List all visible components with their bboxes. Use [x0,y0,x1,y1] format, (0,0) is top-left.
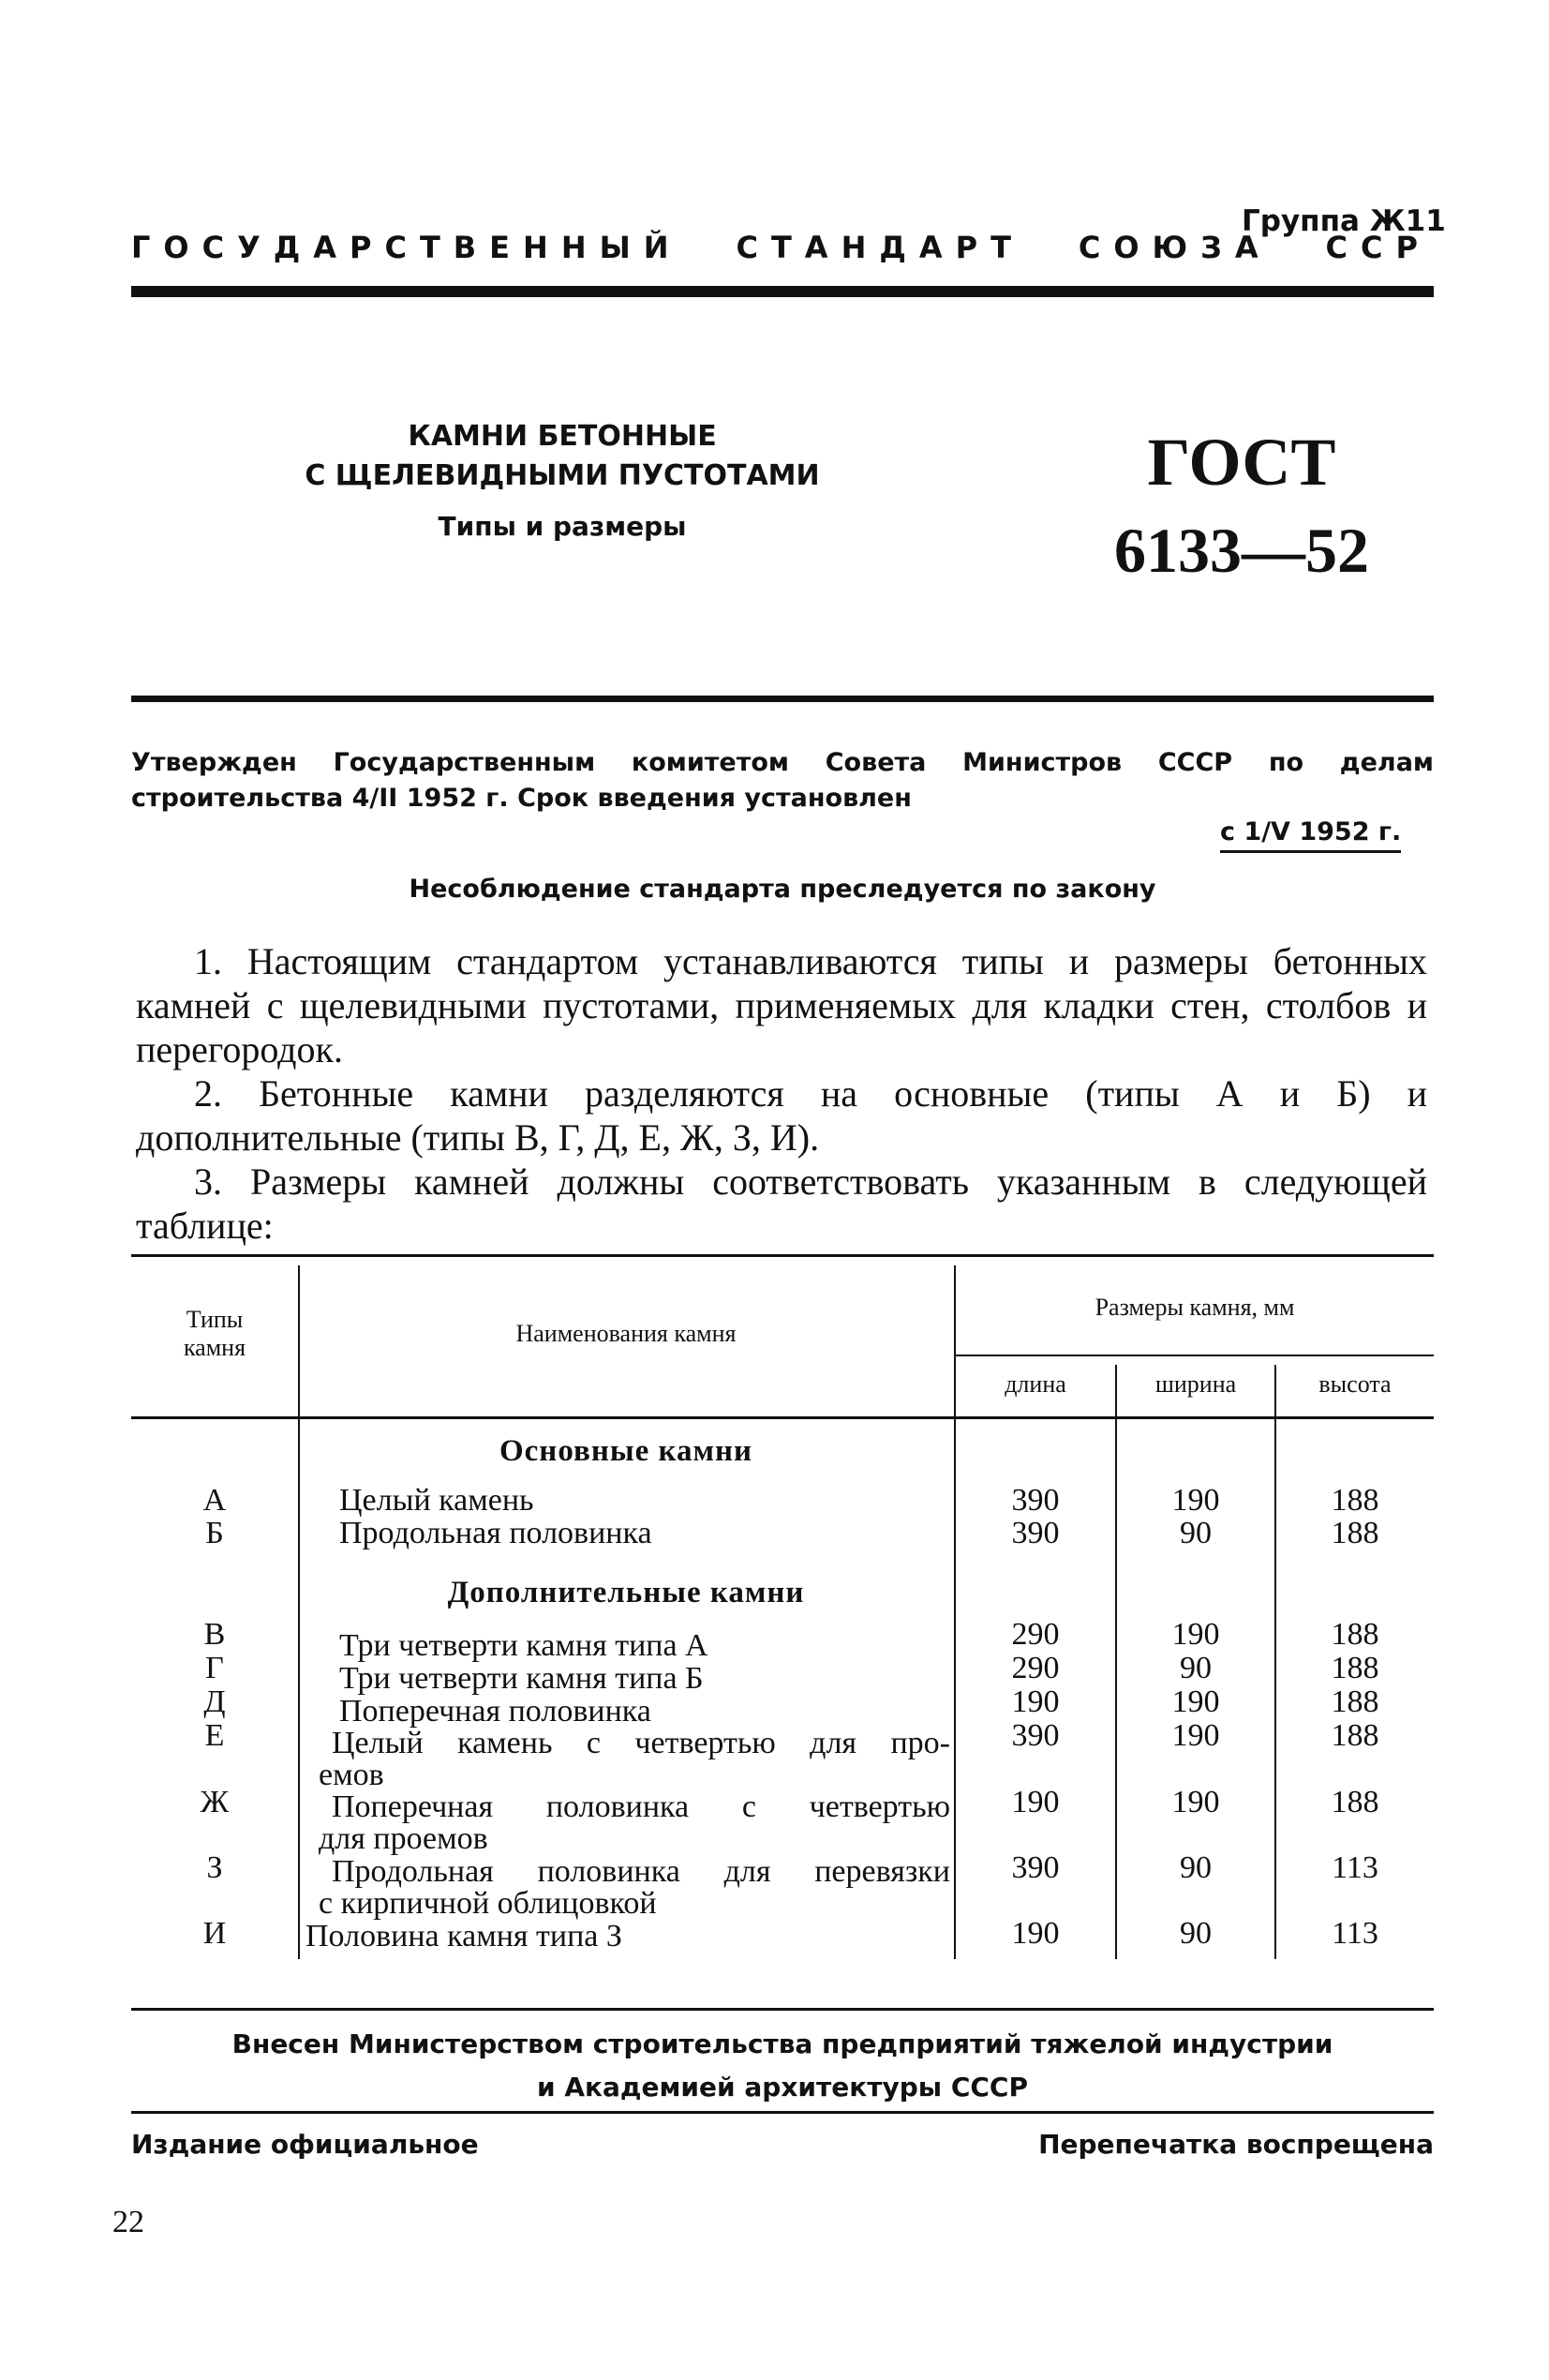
footer-rule-2 [131,2111,1434,2114]
row-d-type: Д [203,1684,226,1719]
row-v-name: Три четверти камня типа А [339,1628,708,1663]
row-e-name-line-1: Целый камень с четвертью для про- [332,1726,950,1760]
row-a-type: А [202,1483,227,1518]
row-d-width: 190 [1171,1684,1220,1719]
document-title [300,417,825,496]
row-z-length: 390 [1011,1850,1060,1885]
title-line-2: С ЩЕЛЕВИДНЫМИ ПУСТОТАМИ [305,459,820,492]
row-i-name: Половина камня типа З [305,1919,622,1953]
dimensions-table [131,1254,1434,1967]
row-a-height: 188 [1331,1483,1379,1518]
group-code: Группа Ж11 [1242,204,1446,238]
header-width: ширина [1154,1370,1237,1398]
row-e-width: 190 [1171,1718,1220,1753]
row-z-height: 113 [1332,1850,1378,1885]
row-z-name [319,1854,950,1921]
paragraph-1: 1. Настоящим стандартом устанавливаются типы и размеры бетонных камней с щелевидными пустотами, применяемых для кладки стен, столбов и перегородок. [136,940,1427,1070]
row-g-length: 290 [1011,1651,1060,1685]
row-zh-name [319,1789,950,1856]
row-z-name-line-1: Продольная половинка для перевязки [332,1854,950,1889]
row-v-height: 188 [1331,1617,1379,1652]
violation-notice: Несоблюдение стандарта преследуется по закону [409,875,1156,904]
row-e-name [319,1726,950,1792]
row-b-type: Б [205,1516,224,1550]
row-i-width: 90 [1180,1916,1212,1951]
row-zh-length: 190 [1011,1785,1060,1819]
row-g-height: 188 [1331,1651,1379,1685]
row-i-length: 190 [1011,1916,1060,1951]
row-d-height: 188 [1331,1684,1379,1719]
introduced-line-2: и Академией архитектуры СССР [536,2072,1028,2103]
row-e-length: 390 [1011,1718,1060,1753]
paragraph-2: 2. Бетонные камни разделяются на основные (типы А и Б) и дополнительные (типы В, Г, Д, Е, Ж, З, И). [136,1072,1427,1159]
row-z-type: З [206,1850,223,1885]
row-b-name: Продольная половинка [339,1516,652,1550]
header-length: длина [1005,1370,1066,1398]
title-line-1: КАМНИ БЕТОННЫЕ [408,420,717,453]
introduced-by [131,2023,1434,2109]
row-e-height: 188 [1331,1718,1379,1753]
row-g-name: Три четверти камня типа Б [339,1661,704,1696]
row-zh-width: 190 [1171,1785,1220,1819]
approval-text: Утвержден Государственным комитетом Совета Министров СССР по делам строительства 4/II 1952 г. Срок введения установлен [131,748,1434,813]
banner-word-3: СОЮЗА [1078,230,1272,265]
row-b-length: 390 [1011,1516,1060,1550]
row-i-type: И [202,1916,227,1951]
row-z-name-line-2: с кирпичной облицовкой [319,1886,657,1921]
banner-word-1: ГОСУДАРСТВЕННЫЙ [131,230,682,265]
table-top-rule [131,1254,1434,1257]
gost-label: ГОСТ [1147,425,1336,500]
section-extra-stones: Дополнительные камни [447,1576,805,1609]
row-e-type: Е [204,1718,225,1753]
row-v-type: В [203,1617,226,1652]
row-d-length: 190 [1011,1684,1060,1719]
row-b-height: 188 [1331,1516,1379,1550]
page-number: 22 [112,2205,144,2239]
row-v-length: 290 [1011,1617,1060,1652]
title-rule [131,696,1434,702]
table-header-rule [131,1416,1434,1419]
table-vline-type [298,1265,300,1959]
row-i-height: 113 [1332,1916,1378,1951]
header-name: Наименования камня [515,1320,737,1347]
header-dims: Размеры камня, мм [1095,1294,1295,1321]
standard-banner [131,230,1431,265]
header-type-line-1: Типы [186,1306,244,1333]
footer-rule-1 [131,2008,1434,2011]
edition-note: Издание официальное [131,2129,479,2160]
banner-word-2: СТАНДАРТ [736,230,1024,265]
row-d-name: Поперечная половинка [339,1694,651,1729]
row-a-width: 190 [1171,1483,1220,1518]
row-zh-name-line-1: Поперечная половинка с четвертью [332,1789,950,1824]
row-a-length: 390 [1011,1483,1060,1518]
row-g-type: Г [205,1651,224,1685]
body-text [136,939,1427,1248]
paragraph-3: 3. Размеры камней должны соответствовать указанным в следующей таблице: [136,1160,1427,1247]
header-type [131,1306,298,1362]
gost-number: 6133—52 [1114,515,1369,586]
row-zh-height: 188 [1331,1785,1379,1819]
row-g-width: 90 [1180,1651,1212,1685]
row-zh-name-line-2: для проемов [319,1821,488,1856]
effective-date: с 1/V 1952 г. [1220,817,1401,853]
header-rule [131,286,1434,297]
header-height: высота [1318,1370,1392,1398]
row-zh-type: Ж [200,1785,230,1819]
row-b-width: 90 [1180,1516,1212,1550]
row-a-name: Целый камень [339,1483,534,1518]
introduced-line-1: Внесен Министерством строительства предприятий тяжелой индустрии [231,2028,1333,2059]
header-type-line-2: камня [183,1334,246,1361]
reprint-note: Перепечатка воспрещена [1038,2129,1434,2160]
section-main-stones: Основные камни [499,1434,753,1468]
row-z-width: 90 [1180,1850,1212,1885]
dims-subheader-rule [956,1355,1434,1356]
row-v-width: 190 [1171,1617,1220,1652]
document-subtitle: Типы и размеры [438,511,687,542]
row-e-name-line-2: емов [319,1758,384,1792]
banner-word-4: ССР [1325,230,1431,265]
